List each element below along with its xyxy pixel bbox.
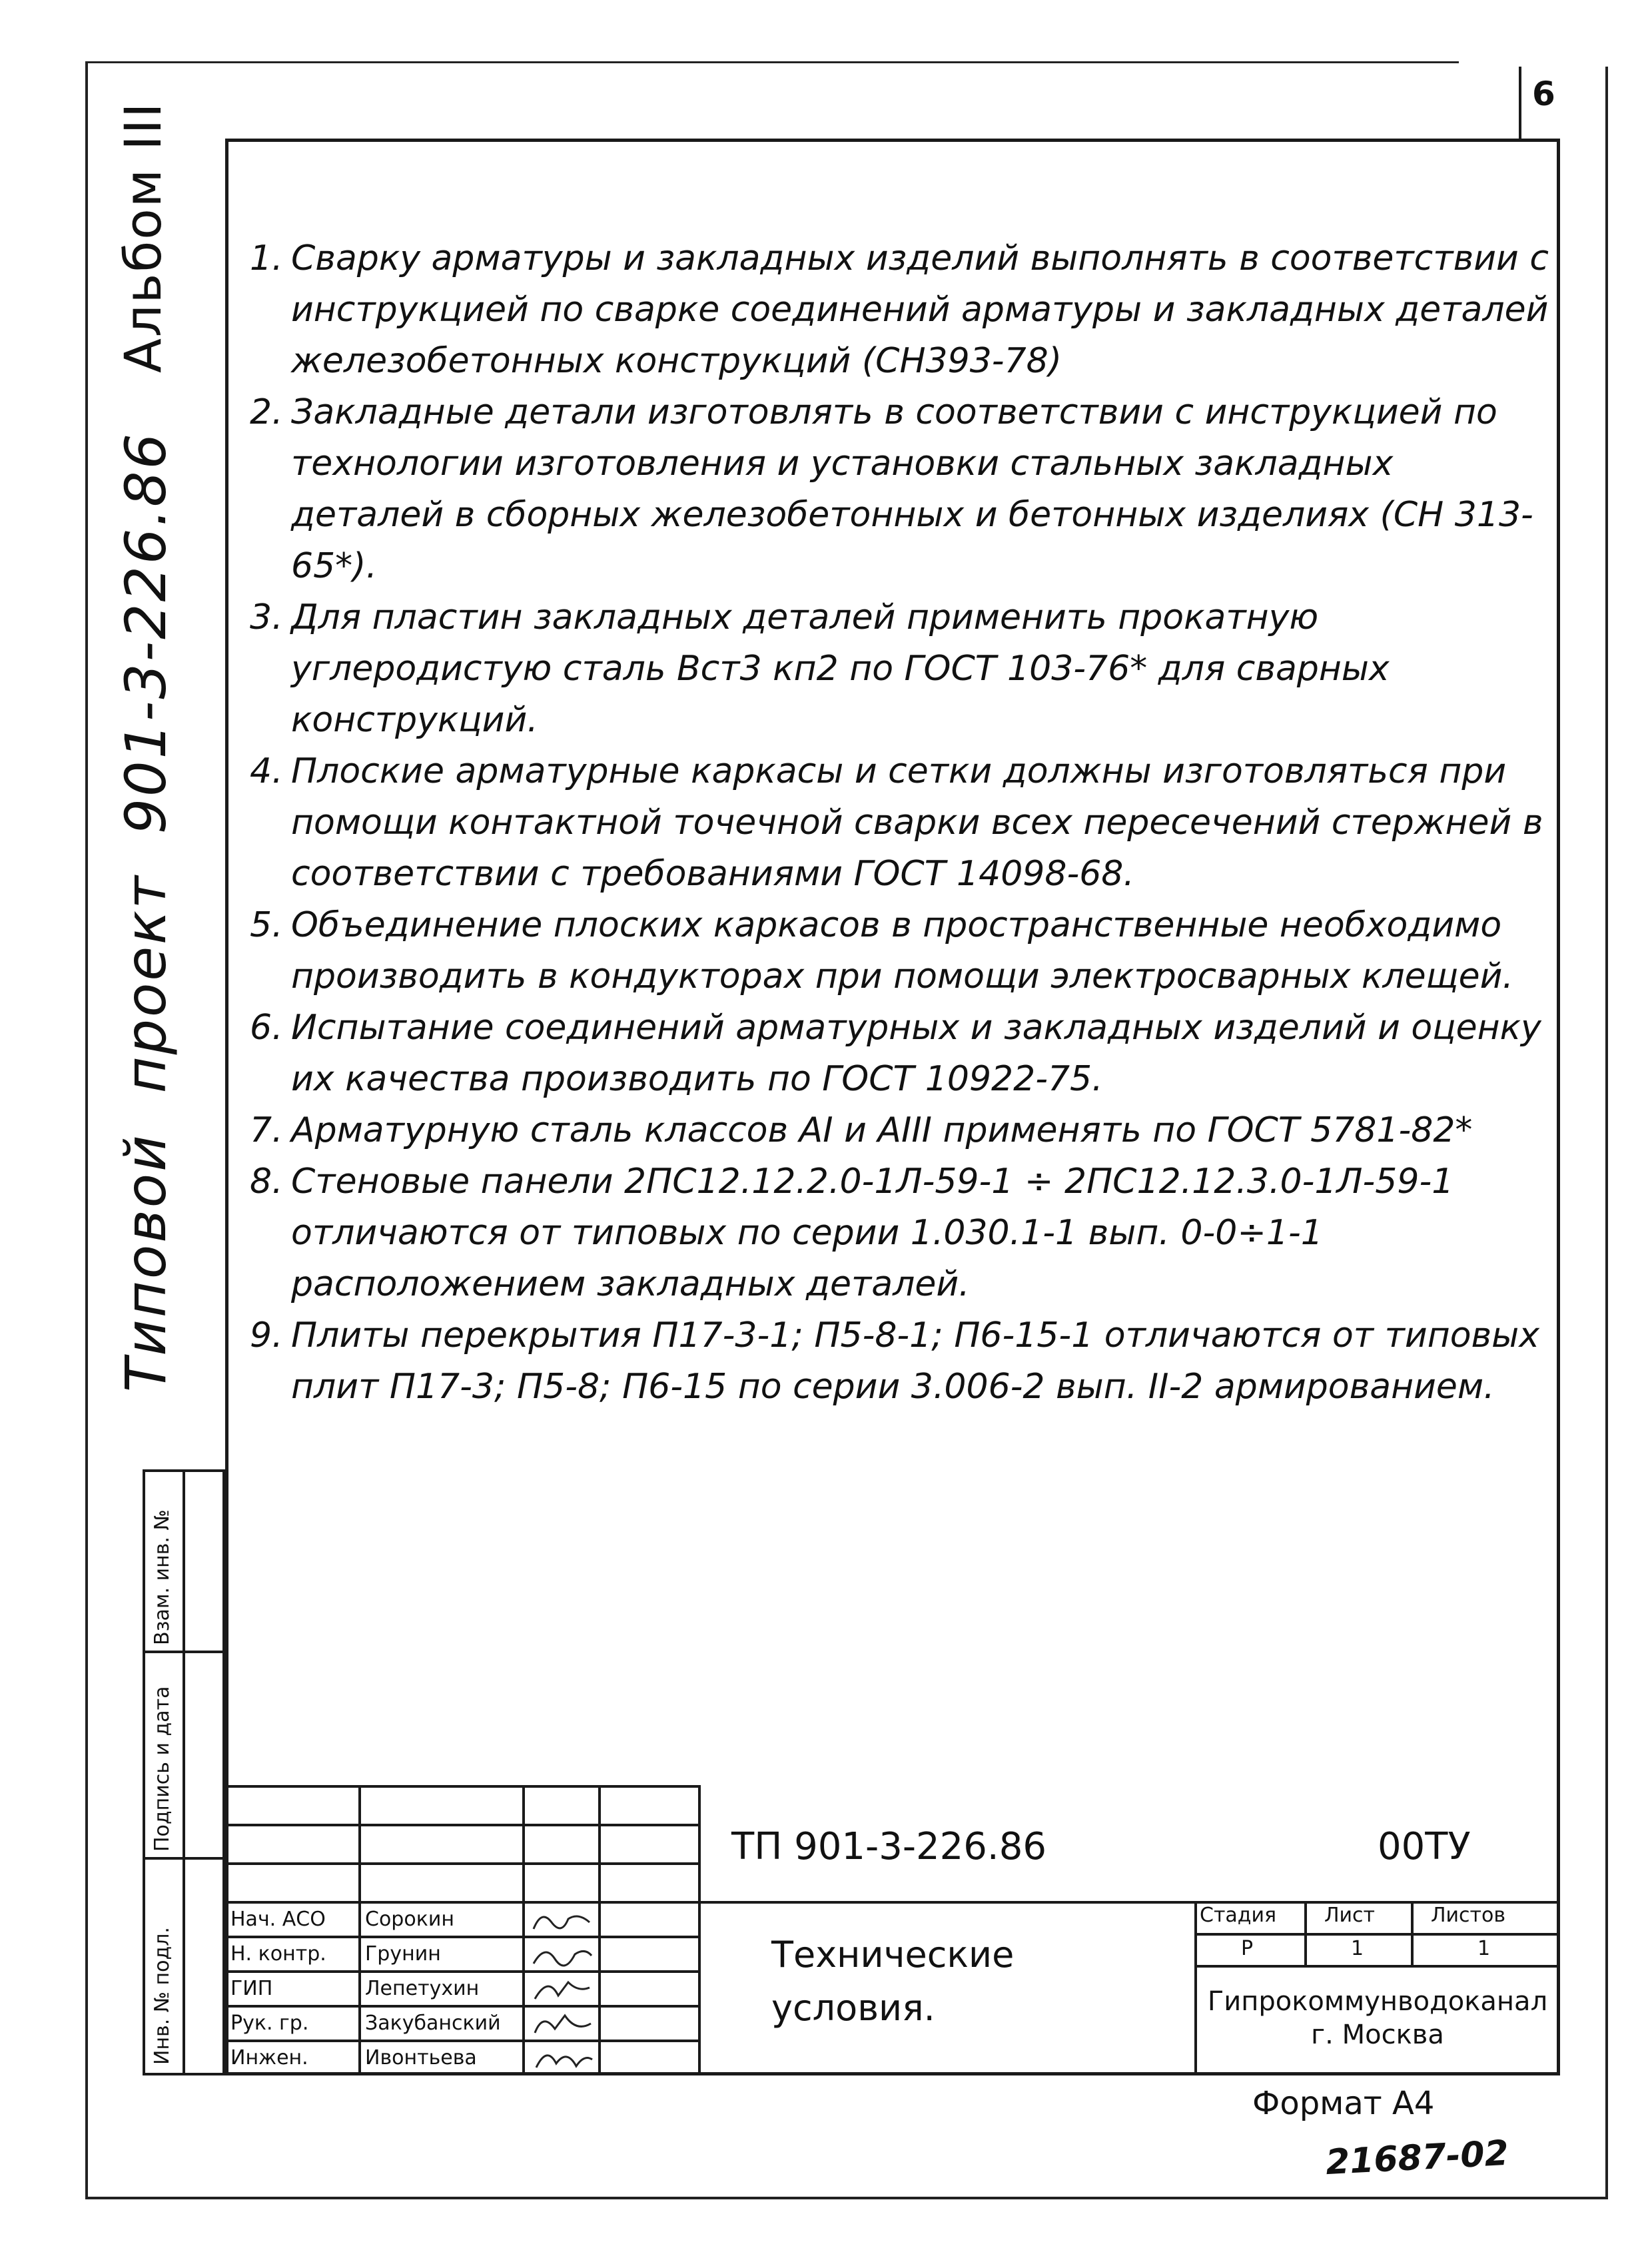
technical-notes [250, 233, 1560, 1413]
note-number: 7. [250, 1110, 283, 1150]
note-text: Плиты перекрытия П17-3-1; П5-8-1; П6-15-1 отличаются от типовых плит П17-3; П5-8; П6-15 по серии 3.006-2 вып. II-2 армированием. [291, 1315, 1551, 1407]
note-text: Арматурную сталь классов АI и АIII применять по ГОСТ 5781-82* [291, 1110, 1473, 1150]
stage-label: Стадия [1200, 1904, 1277, 1927]
name-cell: Лепетухин [365, 1977, 480, 2000]
note-number: 9. [250, 1315, 283, 1355]
left-stamp-divider [183, 1472, 185, 2073]
role-cell: ГИП [230, 1977, 273, 2000]
note-text: Плоские арматурные каркасы и сетки должны изготовляться при помощи контактной точечной сварки всех пересечений стержней в соответствии с требованиями ГОСТ 14098-68. [291, 751, 1555, 894]
note-item [250, 1002, 1555, 1105]
note-text: Испытание соединений арматурных и закладных изделий и оценку их качества производить по ГОСТ 10922-75. [291, 1008, 1553, 1099]
sheet-code: 00ТУ [1378, 1825, 1471, 1868]
note-number: 4. [250, 751, 283, 791]
note-number: 8. [250, 1162, 283, 1202]
note-text: Сварку арматуры и закладных изделий выполнять в соответствии с инструкцией по сварке соединений арматуры и закладных деталей железобетонных конструкций (СН393-78) [291, 238, 1560, 381]
album-label: Альбом III [113, 101, 173, 373]
note-number: 1. [250, 238, 283, 278]
note-number: 2. [250, 392, 283, 432]
org-city: г. Москва [1311, 2020, 1444, 2050]
note-text: Для пластин закладных деталей применить прокатную углеродистую сталь Вст3 кп2 по ГОСТ 103-76* для сварных конструкций. [291, 597, 1401, 740]
doc-code: ТП 901-3-226.86 [731, 1825, 1046, 1868]
sheet-label: Лист [1324, 1904, 1376, 1927]
replace-inv-label: Взам. инв. № [151, 1509, 174, 1645]
left-stamp [143, 1469, 225, 2075]
outer-border-top [85, 61, 1459, 63]
name-cell: Сорокин [365, 1908, 454, 1931]
name-cell: Ивонтьева [365, 2046, 477, 2069]
side-typical: Типовой [113, 1133, 179, 1392]
role-cell: Рук. гр. [230, 2012, 309, 2035]
role-cell: Нач. АСО [230, 1908, 326, 1931]
left-stamp-row-line [145, 1651, 222, 1653]
paper-format: Формат А4 [1252, 2085, 1435, 2122]
page-number-divider [1519, 67, 1521, 140]
note-item [250, 233, 1560, 387]
outer-border-left [85, 61, 88, 2199]
name-cell: Закубанский [365, 2012, 501, 2035]
name-cell: Грунин [365, 1942, 441, 1966]
outer-border-bottom [85, 2197, 1608, 2199]
outer-border-right [1605, 67, 1608, 2198]
sign-date-label: Подпись и дата [151, 1686, 174, 1852]
sheets-value: 1 [1477, 1937, 1491, 1960]
note-item [250, 1310, 1555, 1413]
note-item [250, 746, 1555, 900]
note-text: Закладные детали изготовлять в соответствии с инструкцией по технологии изготовления и установки стальных закладных деталей в сборных железобетонных и бетонных изделиях (СН 313-65*). [291, 392, 1533, 586]
side-project: проект [113, 874, 179, 1094]
note-number: 3. [250, 597, 283, 637]
note-item [250, 1156, 1555, 1310]
stage-value: Р [1241, 1937, 1254, 1960]
note-text: Стеновые панели 2ПС12.12.2.0-1Л-59-1 ÷ 2ПС12.12.3.0-1Л-59-1 отличаются от типовых по серии 1.030.1-1 вып. 0-0÷1-1 расположением закладных деталей. [291, 1162, 1465, 1304]
side-project-code: 901-3-226.86 [113, 431, 179, 835]
note-item [250, 592, 1555, 746]
title-line-2: условия. [771, 1987, 935, 2029]
note-item [250, 1105, 1555, 1156]
title-line-1: Технические [771, 1934, 1015, 1976]
note-item [250, 900, 1555, 1002]
sheet-value: 1 [1351, 1937, 1364, 1960]
document-number: 21687-02 [1324, 2133, 1510, 2183]
left-stamp-row-line [145, 1857, 222, 1860]
inv-orig-label: Инв. № подл. [151, 1927, 174, 2065]
page-number: 6 [1532, 75, 1555, 113]
note-number: 6. [250, 1008, 283, 1048]
note-text: Объединение плоских каркасов в пространственные необходимо производить в кондукторах при помощи электросварных клещей. [291, 905, 1513, 996]
signatures [528, 1902, 595, 2075]
side-project-title [113, 432, 179, 1392]
note-item [250, 387, 1555, 592]
organization [1201, 1985, 1554, 2052]
note-number: 5. [250, 905, 283, 945]
org-name: Гипрокоммунводоканал [1207, 1986, 1548, 2017]
title-block [225, 1785, 1560, 2075]
role-cell: Н. контр. [230, 1942, 326, 1966]
sheets-label: Листов [1431, 1904, 1506, 1927]
role-cell: Инжен. [230, 2046, 308, 2069]
